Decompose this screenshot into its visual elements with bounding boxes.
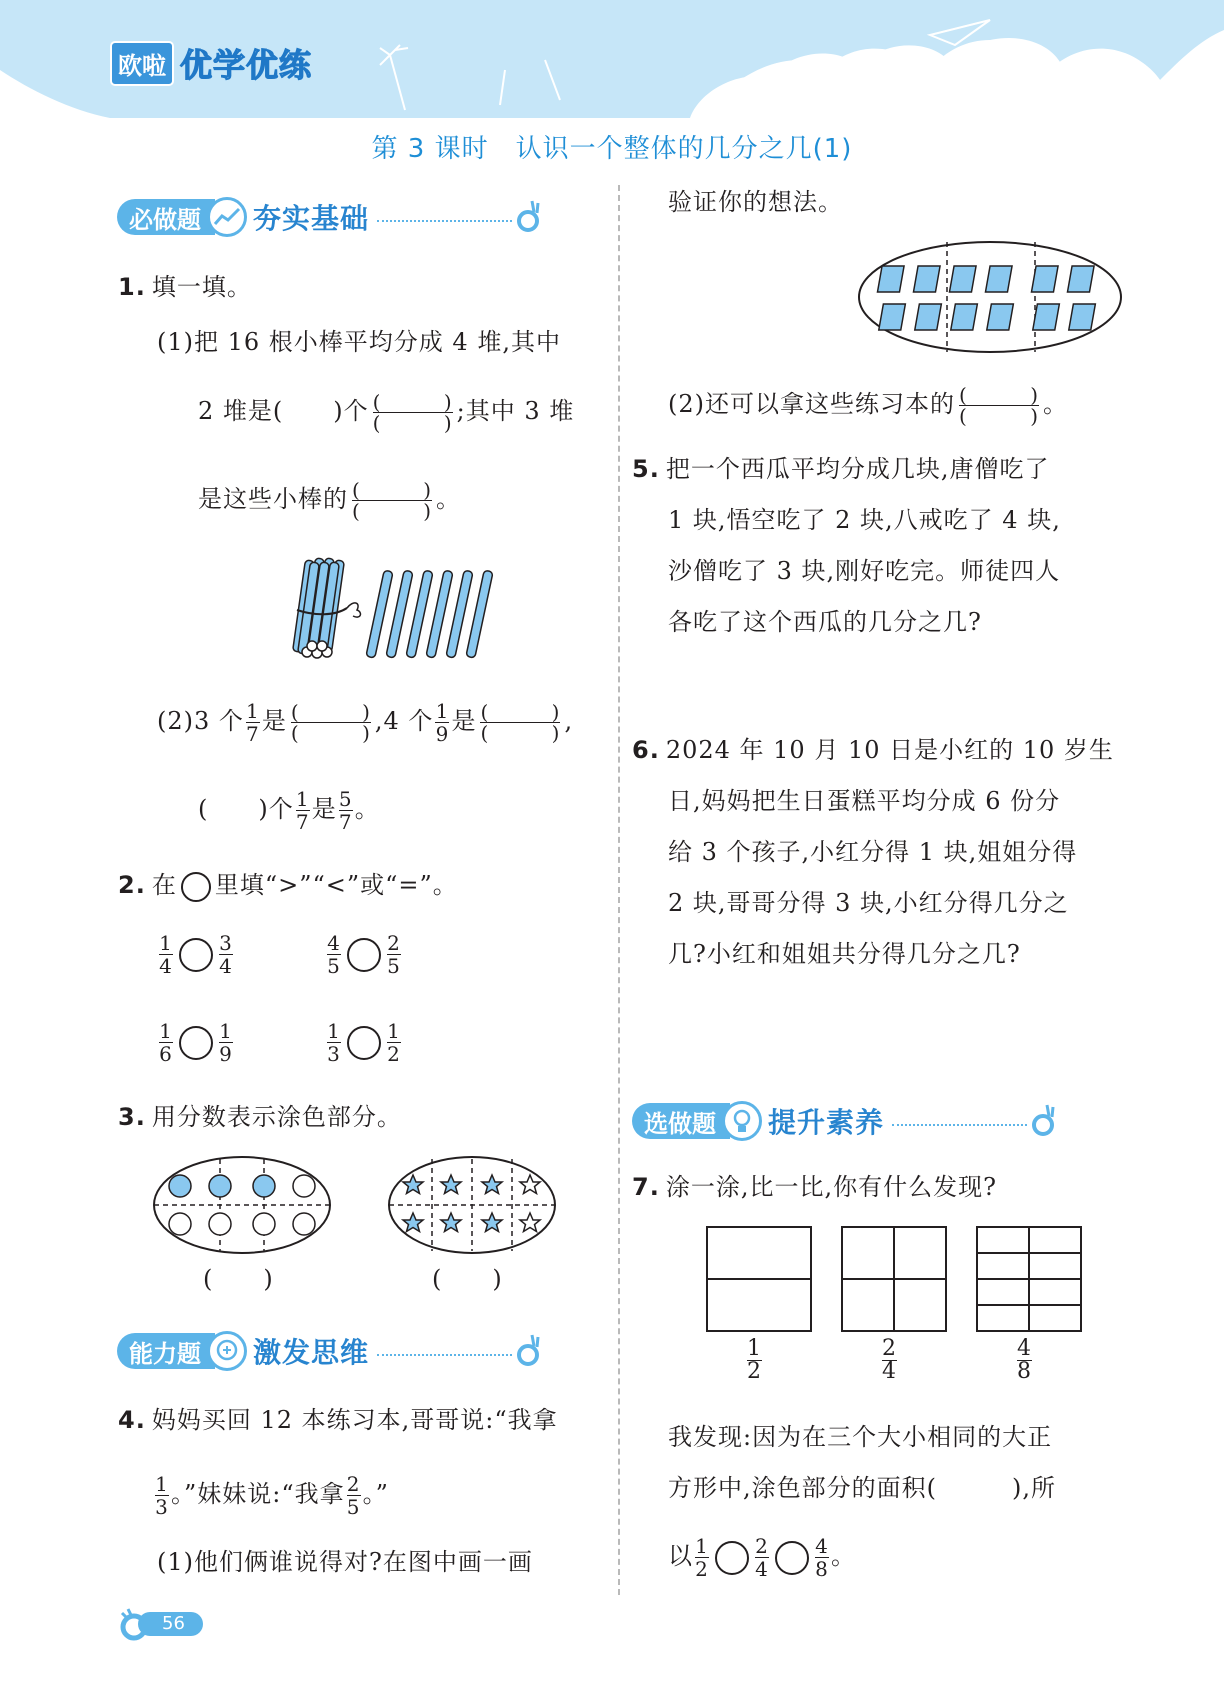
text-fragment: 。: [354, 795, 380, 823]
question-number: 3.: [118, 1103, 146, 1131]
section-tag: 选做题: [632, 1103, 730, 1139]
text-fragment: 是: [451, 707, 477, 735]
answer-fraction-blank[interactable]: [352, 480, 432, 521]
q7-label-3: [1015, 1338, 1034, 1383]
fraction: $\frac{1}{9}$: [219, 1019, 233, 1066]
text-fragment: 是这些小棒的: [198, 485, 348, 513]
question-number: 7.: [632, 1173, 660, 1201]
text-fragment: (2)3 个: [157, 707, 244, 735]
fraction: $\frac{4}{5}$: [327, 931, 341, 978]
fraction: $\frac{2}{5}$: [346, 1472, 361, 1519]
question-number: 5.: [632, 455, 660, 483]
circle-symbol: [181, 872, 211, 902]
answer-circle[interactable]: [347, 1026, 381, 1060]
fraction: $\frac{1}{4}$: [159, 931, 173, 978]
question-number: 1.: [118, 273, 146, 301]
q2-compare-3: [157, 1020, 235, 1065]
section-tag: 能力题: [117, 1333, 215, 1369]
text-fragment: 是: [261, 707, 287, 735]
section-subtitle: 提升素养: [768, 1106, 885, 1139]
q6-line5: 几?小红和姐姐共分得几分之几?: [668, 940, 1021, 968]
fraction: $\frac{1}{2}$: [387, 1019, 401, 1066]
shaded-circles-oval: [150, 1153, 335, 1258]
page-number: 56: [138, 1612, 203, 1636]
q1-part2-line1: [157, 700, 573, 745]
text-fragment: 是: [311, 795, 337, 823]
text-fragment: (2)还可以拿这些练习本的: [668, 390, 955, 418]
question-text: 涂一涂,比一比,你有什么发现?: [665, 1173, 997, 1201]
text-fragment: ;其中 3 堆: [456, 397, 575, 425]
q6-line4: 2 块,哥哥分得 3 块,小红分得几分之: [668, 889, 1069, 917]
ok-hand-icon: [516, 1331, 542, 1371]
fraction: $\frac{5}{7}$: [338, 787, 353, 834]
q2-title: [118, 868, 458, 902]
text-fragment: 。: [436, 485, 461, 513]
text-fragment: 。: [831, 1542, 856, 1570]
fraction: $\frac{2}{4}$: [882, 1336, 897, 1384]
fraction: $\frac{3}{4}$: [219, 931, 233, 978]
q4-part2: [668, 385, 1068, 426]
squares-diagram[interactable]: [705, 1225, 1105, 1335]
notebooks-oval[interactable]: [855, 238, 1125, 356]
q6-line1: [632, 733, 1114, 767]
ok-hand-icon: [516, 197, 542, 237]
section-tag: 必做题: [117, 199, 215, 235]
fraction: $\frac{1}{3}$: [155, 1472, 169, 1519]
q1-part2-line2: [198, 788, 380, 833]
q3-title: [118, 1100, 402, 1134]
text-fragment: 。: [1043, 390, 1068, 418]
answer-fraction-blank[interactable]: [373, 392, 453, 433]
fraction: $\frac{1}{3}$: [327, 1019, 341, 1066]
q2-compare-2: [325, 932, 403, 977]
fraction: $\frac{1}{2}$: [747, 1336, 762, 1384]
sticks-illustration: [285, 550, 520, 665]
text-fragment: ( )个: [198, 795, 294, 823]
paren: ): [423, 499, 432, 523]
answer-circle[interactable]: [179, 938, 213, 972]
q4-part1-cont: 验证你的想法。: [668, 188, 843, 216]
question-number: 2.: [118, 871, 146, 899]
q7-finding-2: 方形中,涂色部分的面积( ),所: [668, 1474, 1056, 1502]
section-header-basic: [117, 196, 542, 238]
header-banner: [0, 0, 1224, 125]
page-number-footer: [118, 1607, 203, 1641]
question-text: 填一填。: [151, 273, 252, 301]
q2-compare-4: [325, 1020, 403, 1065]
paren: (: [352, 499, 361, 523]
section-dotted-line: [892, 1124, 1027, 1126]
section-header-ability: [117, 1330, 542, 1372]
fraction: $\frac{4}{8}$: [1017, 1336, 1032, 1384]
brain-head-icon: [207, 1331, 247, 1371]
q5-line4: 各吃了这个西瓜的几分之几?: [668, 608, 982, 636]
brand-logo: [110, 40, 312, 86]
q1-part1-line2: [198, 392, 574, 433]
q7-title: [632, 1170, 997, 1204]
q3-answer-b[interactable]: ( ): [432, 1265, 503, 1293]
brand-box: 欧啦: [110, 41, 174, 86]
paren: ): [443, 411, 453, 435]
answer-fraction-blank[interactable]: ( ) ( ): [480, 700, 561, 745]
text-fragment: 。”妹妹说:“我拿: [171, 1480, 345, 1508]
section-subtitle: 激发思维: [253, 1336, 370, 1369]
q2-compare-1: [157, 932, 235, 977]
fraction: $\frac{1}{9}$: [435, 699, 450, 746]
question-text: 把一个西瓜平均分成几块,唐僧吃了: [665, 455, 1050, 483]
answer-circle[interactable]: [347, 938, 381, 972]
chart-line-icon: [207, 197, 247, 237]
answer-circle[interactable]: [775, 1541, 809, 1575]
section-header-optional: [632, 1100, 1057, 1142]
answer-circle[interactable]: [179, 1026, 213, 1060]
q1-part1-line1: (1)把 16 根小棒平均分成 4 堆,其中: [157, 328, 561, 356]
text-fragment: 2 堆是( )个: [198, 397, 369, 425]
fraction: $\frac{2}{5}$: [387, 931, 401, 978]
fraction: $\frac{2}{4}$: [755, 1534, 769, 1581]
section-subtitle: 夯实基础: [253, 202, 370, 235]
q5-line1: [632, 452, 1049, 486]
q4-part1: (1)他们俩谁说得对?在图中画一画: [157, 1548, 533, 1576]
answer-circle[interactable]: [715, 1541, 749, 1575]
answer-fraction-blank[interactable]: ( ) ( ): [290, 700, 371, 745]
question-number: 6.: [632, 736, 660, 764]
text-fragment: ,: [564, 707, 574, 735]
fraction: $\frac{4}{8}$: [815, 1534, 829, 1581]
q7-label-2: [880, 1338, 899, 1383]
q1-part1-line3: [198, 480, 461, 521]
text-fragment: ,4 个: [374, 707, 434, 735]
lesson-title: 第 3 课时 认识一个整体的几分之几(1): [371, 134, 853, 164]
q6-line3: 给 3 个孩子,小红分得 1 块,姐姐分得: [668, 838, 1078, 866]
fraction: $\frac{1}{2}$: [695, 1534, 709, 1581]
question-text: 用分数表示涂色部分。: [151, 1103, 402, 1131]
q4-line2: [153, 1473, 389, 1518]
ok-hand-icon: [1031, 1101, 1057, 1141]
q6-line2: 日,妈妈把生日蛋糕平均分成 6 份分: [668, 787, 1061, 815]
q7-finding-3: [668, 1535, 856, 1580]
text-fragment: 在: [151, 871, 177, 899]
text-fragment: 以: [668, 1542, 693, 1570]
fraction: $\frac{1}{7}$: [246, 699, 260, 746]
paren: ): [443, 390, 453, 414]
q7-finding-1: 我发现:因为在三个大小相同的大正: [668, 1423, 1053, 1451]
fraction: $\frac{1}{6}$: [159, 1019, 173, 1066]
q1-title: [118, 270, 252, 304]
question-text: 妈妈买回 12 本练习本,哥哥说:“我拿: [151, 1406, 558, 1434]
q5-line2: 1 块,悟空吃了 2 块,八戒吃了 4 块,: [668, 506, 1061, 534]
answer-fraction-blank[interactable]: ( ) ( ): [959, 383, 1039, 428]
q7-label-1: [745, 1338, 764, 1383]
bulb-icon: [722, 1101, 762, 1141]
paren: (: [372, 390, 382, 414]
shaded-stars-oval: [385, 1153, 560, 1258]
text-fragment: 里填“>”“<”或“=”。: [214, 871, 458, 899]
fraction: $\frac{1}{7}$: [295, 787, 310, 834]
question-text: 2024 年 10 月 10 日是小红的 10 岁生: [665, 736, 1114, 764]
section-dotted-line: [377, 1354, 512, 1356]
question-number: 4.: [118, 1406, 146, 1434]
q5-line3: 沙僧吃了 3 块,刚好吃完。师徒四人: [668, 557, 1061, 585]
q4-line1: [118, 1403, 558, 1437]
paren: (: [352, 478, 361, 502]
paren: (: [372, 411, 382, 435]
q3-answer-a[interactable]: ( ): [203, 1265, 274, 1293]
brand-name: 优学优练: [180, 46, 313, 84]
section-dotted-line: [377, 220, 512, 222]
paren: ): [423, 478, 432, 502]
text-fragment: 。”: [362, 1480, 389, 1508]
column-divider: [618, 185, 620, 1595]
